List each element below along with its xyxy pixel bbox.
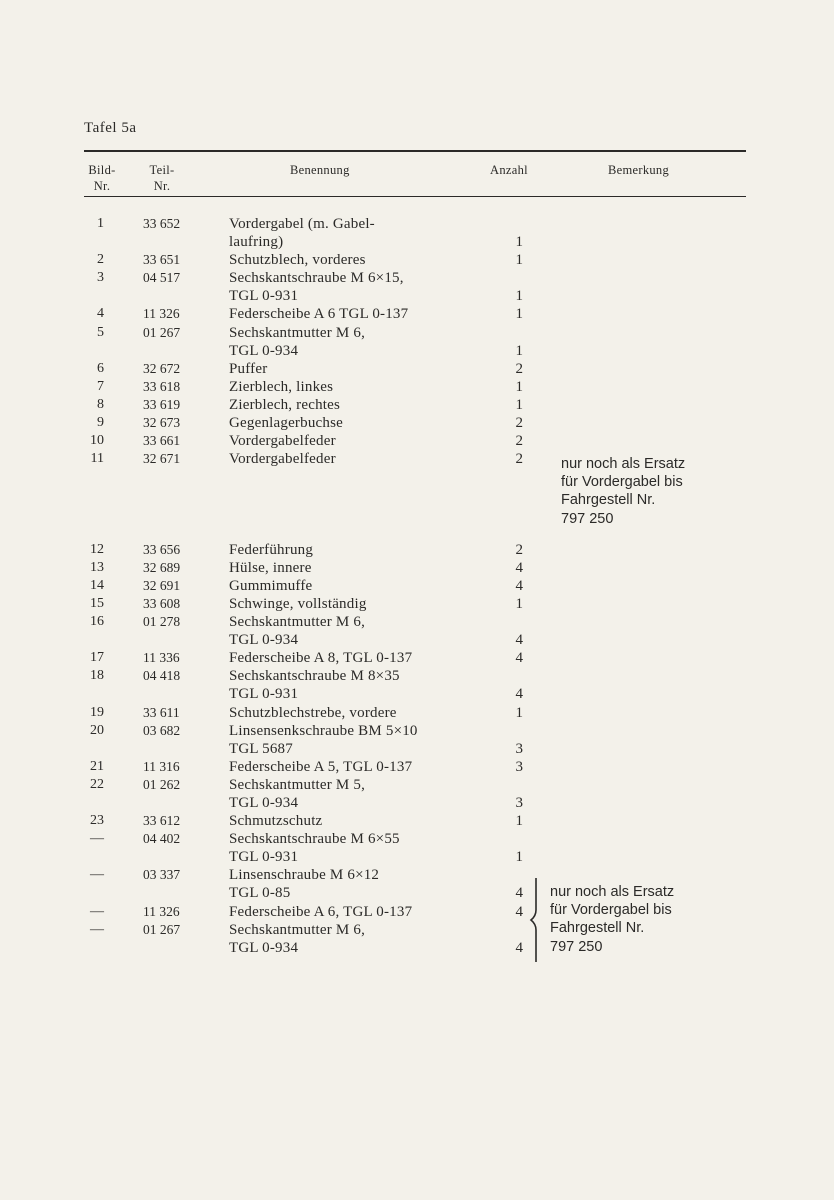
header-bild-line2: Nr. (93, 179, 111, 193)
teil-cell: 01 262 (143, 776, 181, 792)
benennung-cell: Schmutzschutz (229, 813, 323, 830)
anzahl-cell: 1 (515, 252, 523, 269)
benennung-cell: TGL 0-931 (229, 288, 299, 305)
anzahl-cell: 2 (515, 415, 523, 432)
benennung-cell: TGL 0-934 (229, 342, 299, 359)
table-row (0, 360, 834, 378)
anzahl-cell: 1 (515, 396, 523, 413)
benennung-cell: Vordergabel (m. Gabel- (229, 216, 375, 232)
header-rule-top (84, 150, 746, 152)
anzahl-cell: 1 (515, 306, 523, 323)
benennung-cell: TGL 0-931 (229, 686, 299, 703)
table-row (0, 595, 834, 613)
benennung-cell: Federführung (229, 541, 314, 558)
teil-cell: 33 611 (143, 704, 180, 720)
table-row (0, 468, 834, 486)
anzahl-cell: 1 (515, 595, 523, 612)
benennung-cell: Sechskantschraube M 6×15, (229, 270, 404, 287)
bild-cell: — (90, 903, 104, 919)
table-row (0, 233, 834, 251)
benennung-cell: Sechskantmutter M 6, (229, 614, 366, 631)
teil-cell: 32 691 (143, 577, 181, 593)
anzahl-cell: 4 (515, 903, 523, 920)
header-bemerkung: Bemerkung (608, 163, 670, 177)
bild-cell: 12 (90, 541, 104, 557)
teil-cell: 33 656 (143, 541, 181, 557)
anzahl-cell: 1 (515, 378, 523, 395)
header-benennung: Benennung (290, 163, 350, 177)
benennung-cell: Sechskantschraube M 6×55 (229, 831, 400, 848)
benennung-cell: TGL 0-934 (229, 632, 299, 649)
header-anzahl: Anzahl (490, 163, 528, 177)
remark-line: Fahrgestell Nr. (561, 492, 656, 509)
remark-note-2 (550, 883, 674, 956)
table-row (0, 740, 834, 758)
benennung-cell: Gummimuffe (229, 577, 313, 594)
anzahl-cell: 1 (515, 704, 523, 721)
bild-cell: 21 (90, 758, 104, 774)
anzahl-cell: 2 (515, 360, 523, 377)
teil-cell: 33 608 (143, 595, 181, 611)
remark-note-1 (561, 455, 685, 528)
bild-cell: 23 (90, 813, 104, 829)
table-row (0, 378, 834, 396)
teil-cell: 32 672 (143, 360, 181, 376)
benennung-cell: TGL 0-934 (229, 939, 299, 956)
table-row (0, 631, 834, 649)
table-row (0, 758, 834, 776)
anzahl-cell: 2 (515, 451, 523, 468)
header-teil-nr (140, 162, 184, 194)
teil-cell: 32 671 (143, 451, 181, 467)
teil-cell: 04 517 (143, 270, 181, 286)
table-row (0, 251, 834, 269)
anzahl-cell: 4 (515, 577, 523, 594)
teil-cell: 33 612 (143, 813, 181, 829)
header-bild-nr (82, 162, 122, 194)
bild-cell: — (90, 921, 104, 937)
bild-cell: 6 (97, 360, 104, 376)
table-row (0, 559, 834, 577)
anzahl-cell: 1 (515, 849, 523, 866)
remark-line: nur noch als Ersatz (550, 884, 675, 900)
remark-line: 797 250 (550, 938, 603, 955)
benennung-cell: TGL 0-931 (229, 849, 299, 866)
anzahl-cell: 1 (515, 288, 523, 305)
teil-cell: 01 267 (143, 921, 181, 937)
bild-cell: 20 (90, 722, 104, 738)
anzahl-cell: 3 (515, 758, 523, 775)
benennung-cell: Federscheibe A 8, TGL 0-137 (229, 650, 413, 667)
bild-cell: 3 (97, 270, 104, 286)
benennung-cell: Linsensenkschraube BM 5×10 (229, 722, 418, 739)
bild-cell: 22 (90, 776, 104, 792)
table-row (0, 342, 834, 360)
teil-cell: 01 267 (143, 324, 181, 340)
anzahl-cell: 2 (515, 433, 523, 450)
bild-cell: 5 (97, 324, 104, 340)
benennung-cell: Sechskantmutter M 5, (229, 776, 366, 793)
benennung-cell: Zierblech, rechtes (229, 396, 341, 413)
anzahl-cell: 3 (515, 795, 523, 811)
remark-line: 797 250 (561, 510, 614, 527)
table-row (0, 287, 834, 305)
bild-cell: 17 (90, 650, 104, 666)
bild-cell: 13 (90, 559, 104, 575)
benennung-cell: Hülse, innere (229, 559, 312, 576)
table-row (0, 939, 834, 957)
table-row (0, 794, 834, 812)
table-row (0, 577, 834, 595)
bild-cell: 11 (90, 451, 104, 467)
bild-cell: 18 (90, 668, 104, 684)
teil-cell: 33 652 (143, 216, 181, 231)
teil-cell: 32 689 (143, 559, 181, 575)
table-row (0, 866, 834, 884)
bild-cell: 4 (97, 306, 104, 322)
table-row (0, 541, 834, 559)
table-row (0, 830, 834, 848)
table-row (0, 667, 834, 685)
brace-icon (528, 876, 542, 964)
table-row (0, 324, 834, 342)
table-row (0, 269, 834, 287)
bild-cell: 9 (97, 415, 104, 431)
parts-table (0, 215, 834, 957)
table-row (0, 414, 834, 432)
anzahl-cell: 4 (515, 632, 523, 649)
anzahl-cell: 2 (515, 541, 523, 558)
table-row (0, 305, 834, 323)
teil-cell: 03 337 (143, 867, 181, 883)
teil-cell: 04 402 (143, 831, 181, 847)
teil-cell: 11 326 (143, 306, 180, 322)
header-teil-line2: Nr. (153, 179, 171, 193)
bild-cell: 7 (97, 378, 104, 394)
benennung-cell: Linsenschraube M 6×12 (229, 867, 380, 884)
table-row (0, 685, 834, 703)
table-row (0, 884, 834, 902)
table-row (0, 486, 834, 504)
benennung-cell: Schutzblech, vorderes (229, 252, 366, 269)
benennung-cell: Federscheibe A 6 TGL 0-137 (229, 306, 409, 323)
teil-cell: 33 618 (143, 378, 181, 394)
table-row (0, 776, 834, 794)
header-bild-line1: Bild- (88, 163, 116, 177)
bild-cell: 19 (90, 704, 104, 720)
bild-cell: 2 (97, 252, 104, 268)
bild-cell: — (90, 867, 104, 883)
teil-cell: 11 336 (143, 650, 180, 666)
benennung-cell: Vordergabelfeder (229, 433, 336, 450)
header-teil-line1: Teil- (149, 163, 175, 177)
teil-cell: 03 682 (143, 722, 181, 738)
bild-cell: 10 (90, 433, 104, 449)
bild-cell: — (90, 831, 104, 847)
remark-line: nur noch als Ersatz (561, 456, 686, 472)
anzahl-cell: 4 (515, 939, 523, 956)
table-row (0, 450, 834, 468)
table-row (0, 812, 834, 830)
table-row (0, 613, 834, 631)
table-row (0, 921, 834, 939)
benennung-cell: Schwinge, vollständig (229, 595, 367, 612)
teil-cell: 04 418 (143, 668, 181, 684)
page-title: Tafel 5a (84, 120, 137, 136)
table-row (0, 649, 834, 667)
anzahl-cell: 4 (515, 686, 523, 703)
benennung-cell: Vordergabelfeder (229, 451, 336, 468)
benennung-cell: TGL 5687 (229, 740, 293, 757)
anzahl-cell: 1 (515, 813, 523, 830)
benennung-cell: Zierblech, linkes (229, 378, 334, 395)
bild-cell: 16 (90, 614, 104, 630)
benennung-cell: Federscheibe A 5, TGL 0-137 (229, 758, 413, 775)
benennung-cell: Sechskantschraube M 8×35 (229, 668, 400, 685)
anzahl-cell: 1 (515, 234, 523, 251)
remark-line: für Vordergabel bis (561, 474, 683, 491)
remark-line: für Vordergabel bis (550, 902, 672, 919)
teil-cell: 33 619 (143, 396, 181, 412)
table-row (0, 704, 834, 722)
teil-cell: 33 651 (143, 252, 181, 268)
benennung-cell: Gegenlagerbuchse (229, 415, 343, 432)
table-row (0, 523, 834, 541)
anzahl-cell: 4 (515, 559, 523, 576)
benennung-cell: TGL 0-85 (229, 885, 291, 902)
bild-cell: 14 (90, 577, 104, 593)
benennung-cell: Puffer (229, 360, 268, 377)
benennung-cell: laufring) (229, 234, 284, 251)
table-row (0, 505, 834, 523)
teil-cell: 33 661 (143, 433, 181, 449)
bild-cell: 1 (97, 216, 104, 231)
teil-cell: 01 278 (143, 614, 181, 630)
benennung-cell: Sechskantmutter M 6, (229, 921, 366, 938)
table-row (0, 215, 834, 233)
anzahl-cell: 1 (515, 342, 523, 359)
bild-cell: 8 (97, 396, 104, 412)
bild-cell: 15 (90, 595, 104, 611)
anzahl-cell: 4 (515, 885, 523, 902)
header-rule-bottom (84, 196, 746, 197)
benennung-cell: Schutzblechstrebe, vordere (229, 704, 397, 721)
table-row (0, 396, 834, 414)
table-row (0, 722, 834, 740)
benennung-cell: TGL 0-934 (229, 795, 299, 811)
table-row (0, 432, 834, 450)
anzahl-cell: 4 (515, 650, 523, 667)
table-row (0, 848, 834, 866)
teil-cell: 11 326 (143, 903, 180, 919)
benennung-cell: Sechskantmutter M 6, (229, 324, 366, 341)
teil-cell: 32 673 (143, 415, 181, 431)
anzahl-cell: 3 (515, 740, 523, 757)
benennung-cell: Federscheibe A 6, TGL 0-137 (229, 903, 413, 920)
teil-cell: 11 316 (143, 758, 180, 774)
remark-line: Fahrgestell Nr. (550, 920, 645, 937)
table-row (0, 903, 834, 921)
